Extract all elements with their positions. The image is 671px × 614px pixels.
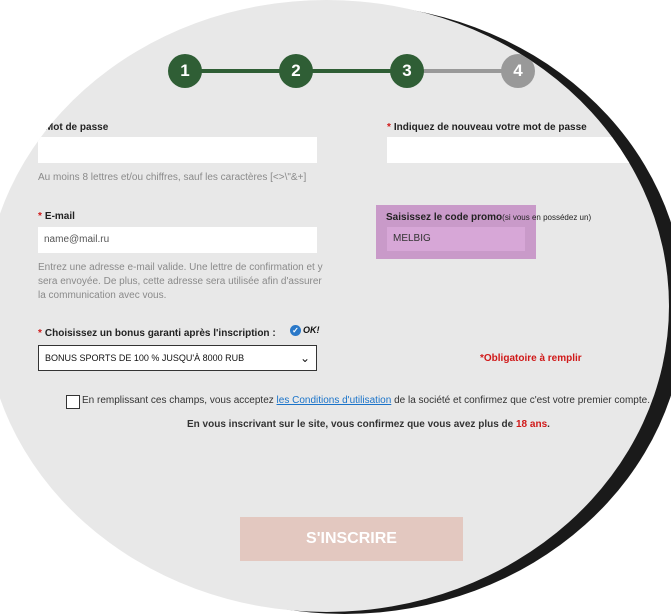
email-input[interactable]: name@mail.ru: [38, 227, 317, 253]
step-4: 4: [501, 54, 535, 88]
chevron-down-icon: ⌄: [299, 351, 310, 365]
password-repeat-input[interactable]: [387, 137, 647, 163]
password-hint: Au moins 8 lettres et/ou chiffres, sauf les caractères [<>\"&+]: [38, 172, 307, 183]
password-repeat-label: * Indiquez de nouveau votre mot de passe: [387, 122, 587, 133]
password-label: * Mot de passe: [38, 122, 109, 133]
password-input[interactable]: [38, 137, 317, 163]
promo-input[interactable]: MELBIG: [387, 227, 525, 251]
age-note: En vous inscrivant sur le site, vous confirmez que vous avez plus de 18 ans.: [187, 419, 550, 430]
bonus-select[interactable]: BONUS SPORTS DE 100 % JUSQU'À 8000 RUB ⌄: [38, 345, 317, 371]
bonus-ok: ✓ OK!: [290, 325, 320, 336]
step-2: 2: [279, 54, 313, 88]
email-label: * E-mail: [38, 211, 75, 222]
promo-label: Saisissez le code promo(si vous en possédez un): [386, 212, 592, 223]
email-hint-1: Entrez une adresse e-mail valide. Une lettre de confirmation et y: [38, 262, 323, 273]
email-hint-3: la communication avec vous.: [38, 290, 167, 301]
step-1: 1: [168, 54, 202, 88]
bonus-label: * Choisissez un bonus garanti après l'inscription :: [38, 328, 276, 339]
check-icon: ✓: [290, 325, 301, 336]
terms-link[interactable]: les Conditions d'utilisation: [276, 395, 392, 406]
required-note: *Obligatoire à remplir: [480, 353, 582, 364]
terms-checkbox[interactable]: [66, 395, 80, 409]
email-hint-2: sera envoyée. De plus, cette adresse sera utilisée afin d'assurer: [38, 276, 322, 287]
step-3: 3: [390, 54, 424, 88]
register-button[interactable]: S'INSCRIRE: [240, 517, 463, 561]
terms-text: En remplissant ces champs, vous acceptez les Conditions d'utilisation de la société et confirmez que c'est votre premier compte.: [82, 395, 650, 406]
